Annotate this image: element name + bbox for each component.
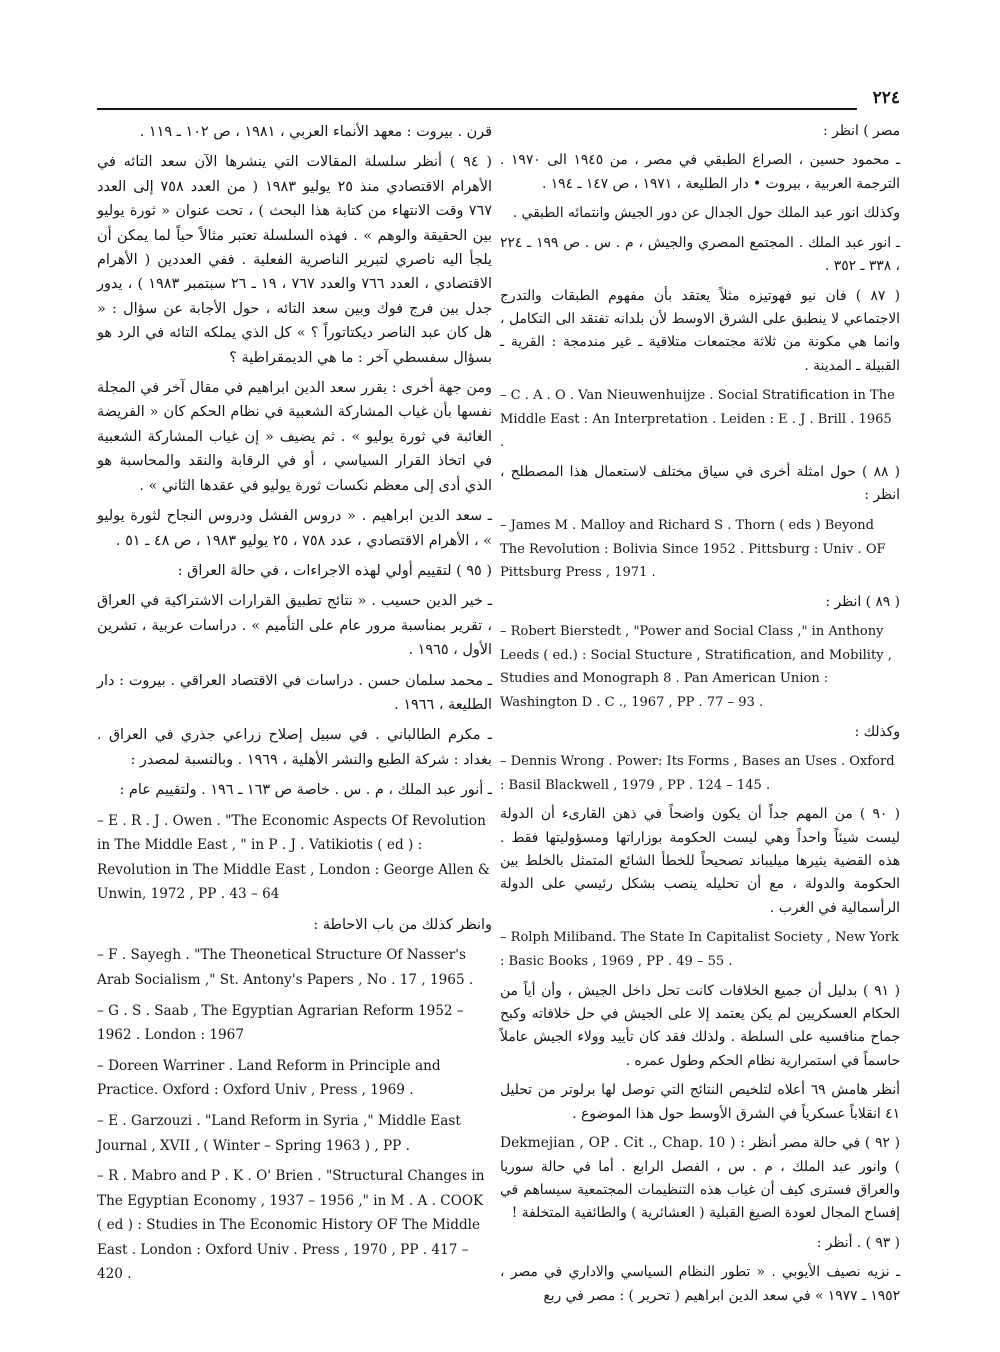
header-rule	[97, 108, 857, 110]
page-number: ٢٢٤	[872, 88, 900, 108]
footnote-paragraph: مصر ) انظر :	[823, 123, 900, 139]
footnote-paragraph: ( ٨٧ ) فان نيو فهوتيزه مثلاً يعتقد بأن مفهوم الطبقات والتدرج الاجتماعي لا ينطبق على الشرق الاوسط لأن بلدانه تفتقد الى التكامل ، وانما هي مكونة من ثلاثة مجتمعات متلاقية ـ غير مندمجة : القرية ـ القبيلة ـ المدينة .	[500, 287, 901, 374]
footnote-paragraph: وكذلك انور عبد الملك حول الجدال عن دور الجيش وانتمائه الطبقي .	[512, 205, 900, 222]
footnote-paragraph: ـ محمد سلمان حسن . دراسات في الاقتصاد العراقي . بيروت : دار الطليعة ، ١٩٦٦ .	[97, 672, 492, 713]
footnote-paragraph: ( ٩٥ ) لتقييم أولي لهذه الاجراءات ، في حالة العراق :	[177, 562, 492, 579]
footnote-paragraph: ـ نزيه نصيف الأيوبي . « تطور النظام السياسي والاداري في مصر ، ١٩٥٢ ـ ١٩٧٧ » في سعد الدين ابراهيم ( تحرير ) : مصر في ربع	[500, 1264, 900, 1304]
footnote-paragraph: ( ٨٩ ) انظر :	[825, 593, 900, 610]
reference-entry: – E . R . J . Owen . "The Economic Aspects Of Revolution in The Middle East , " in P . J . Vatikiotis ( ed ) : Revolution in The Middle East , London : George Allen & Unwin, 1972 , PP . 43 – 64	[97, 812, 490, 903]
footnote-paragraph: ( ٩٢ ) في حالة مصر أنظر : ( Dekmejian , OP . Cit ., Chap. 10 ) وانور عبد الملك ، م . س ، الفصل الرابع . أما في حالة سوريا والعراق فسترى كيف أن غياب هذه التنظيمات المجتمعية سيساهم في إفساح المجال لعودة الصيغ القبلية ( العشائرية ) والطائفية المتخلفة !	[500, 1135, 900, 1222]
footnote-paragraph: ( ٩١ ) بدليل أن جميع الخلافات كانت تحل داخل الجيش ، وأن أياً من الحكام العسكريين لم يكن يعتمد إلا على الجيش في حل خلافاته وكبح جماح منافسيه على السلطة . ولذلك فقد كان تأييد وولاء الجيش عاملاً حاسماً في استمرارية نظام الحكم وطول عمره .	[500, 982, 900, 1069]
footnote-paragraph: وانظر كذلك من باب الاحاطة :	[313, 916, 492, 933]
reference-entry: – James M . Malloy and Richard S . Thorn ( eds ) Beyond The Revolution : Bolivia Since 1952 . Pittsburg : Univ . OF Pittsburg Press , 1971 .	[500, 517, 886, 581]
footnote-paragraph: ـ مكرم الطالباني . في سبيل إصلاح زراعي جذري في العراق . بغداد : شركة الطبع والنشر الأهلية ، ١٩٦٩ . وبالنسبة لمصدر :	[97, 727, 492, 768]
footnote-paragraph: ( ٨٨ ) حول امثلة أخرى في سياق مختلف لاستعمال هذا المصطلح ، انظر :	[500, 464, 900, 504]
left-column	[97, 120, 492, 1293]
reference-entry: – G . S . Saab , The Egyptian Agrarian Reform 1952 – 1962 . London : 1967	[97, 1002, 464, 1044]
right-column	[500, 120, 900, 1314]
reference-entry: – Doreen Warriner . Land Reform in Principle and Practice. Oxford : Oxford Univ , Press , 1969 .	[97, 1057, 441, 1099]
footnote-paragraph: ( ٩٣ ) . أنظر :	[816, 1234, 900, 1251]
footnote-paragraph: أنظر هامش ٦٩ أعلاه لتلخيص النتائج التي توصل لها برلوتر من تحليل ٤١ انقلاباً عسكرياً في الشرق الأوسط حول هذا الموضوع .	[500, 1082, 900, 1122]
footnote-paragraph: ـ انور عبد الملك . المجتمع المصري والجيش ، م . س . ص ١٩٩ ـ ٢٢٤ ، ٣٣٨ ـ ٣٥٢ .	[500, 234, 901, 275]
footnote-paragraph: وكذلك :	[854, 723, 900, 740]
reference-entry: – R . Mabro and P . K . O' Brien . "Structural Changes in The Egyptian Economy , 1937 – 1956 ," in M . A . COOK ( ed ) : Studies in The Economic History OF The Middle East . London : Oxford Univ . Press , 1970 , PP . 417 – 420 .	[97, 1168, 485, 1283]
footnote-paragraph: ـ أنور عبد الملك ، م . س . خاصة ص ١٦٣ ـ ١٩٦ . ولتقييم عام :	[119, 782, 492, 799]
footnote-paragraph: ( ٩٤ ) أنظر سلسلة المقالات التي ينشرها الآن سعد التائه في الأهرام الاقتصادي منذ ٢٥ يوليو ١٩٨٣ ( من العدد ٧٥٨ إلى العدد ٧٦٧ وقت الانتهاء من كتابة هذا البحث ) ، تحت عنوان « ثورة يوليو بين الحقيقة والوهم » . فهذه السلسلة تعتبر مثالاً حياً لما يمكن أن يلجأ اليه ناصري لتبرير الناصرية الفعلية . ففي العددين ( الأهرام الاقتصادي ، العدد ٧٦٦ والعدد ٧٦٧ ، ١٩ ـ ٢٦ سبتمبر ١٩٨٣ ) ، يدور جدل بين فرج فوك وبين سعد التائه ، حول الأجابة عن سؤال : « هل كان عبد الناصر ديكتاتوراً ؟ » كل الذي يملكه التائه في الرد هو بسؤال سفسطي آخر : ما هي الديمقراطية ؟	[97, 154, 493, 366]
footnote-paragraph: ـ محمود حسين ، الصراع الطبقي في مصر ، من ١٩٤٥ الى ١٩٧٠ . الترجمة العربية ، بيروت • دار الطليعة ، ١٩٧١ ، ص ١٤٧ ـ ١٩٤ .	[500, 152, 901, 192]
reference-entry: – Rolph Miliband. The State In Capitalist Society , New York : Basic Books , 1969 , PP . 49 – 55 .	[500, 930, 899, 969]
reference-entry: – F . Sayegh . "The Theonetical Structure Of Nasser's Arab Socialism ," St. Antony's Papers , No . 17 , 1965 .	[97, 947, 474, 988]
reference-entry: – Dennis Wrong . Power: Its Forms , Bases an Uses . Oxford : Basil Blackwell , 1979 , PP . 124 – 145 .	[500, 754, 895, 793]
footnote-paragraph: ومن جهة أخرى : يقرر سعد الدين ابراهيم في مقال آخر في المجلة نفسها بأن غياب المشاركة الشعبية في نظام الحكم كان « الفريضة الغائبة في ثورة يوليو » . ثم يضيف « إن غياب المشاركة الشعبية في اتخاذ القرار السياسي ، أو في الرقابة والنقد والمحاسبة هو الذي أدى إلى معظم نكسات ثورة يوليو في عقدها الثاني » .	[97, 380, 492, 494]
footnote-paragraph: ـ خير الدين حسيب . « نتائج تطبيق القرارات الاشتراكية في العراق ، تقرير بمناسبة مرور عام على التأميم » . دراسات عربية ، تشرين الأول ، ١٩٦٥ .	[97, 593, 492, 659]
reference-entry: – Robert Bierstedt , "Power and Social Class ," in Anthony Leeds ( ed.) : Social Stucture , Stratification, and Mobility , Studies and Monograph 8 . Pan American Union : Washington D . C ., 1967 , PP . 77 – 93 .	[500, 624, 892, 710]
reference-entry: – E . Garzouzi . "Land Reform in Syria ," Middle East Journal , XVII , ( Winter – Spring 1963 ) , PP .	[97, 1112, 461, 1154]
footnote-paragraph: ـ سعد الدين ابراهيم . « دروس الفشل ودروس النجاح لثورة يوليو » ، الأهرام الاقتصادي ، عدد ٧٥٨ ، ٢٥ يوليو ١٩٨٣ ، ص ٤٨ ـ ٥١ .	[97, 508, 492, 549]
reference-entry: – C . A . O . Van Nieuwenhuijze . Social Stratification in The Middle East : An Interpretation . Leiden : E . J . Brill . 1965 .	[500, 388, 895, 451]
footnote-paragraph: ( ٩٠ ) من المهم جداً أن يكون واضحاً في ذهن القارىء أن الدولة ليست شيئاً واحداً وهي ليست الحكومة بوزاراتها ومسؤوليتها فقط . هذه القضية يثيرها ميليباند تصحيحاً للخطأ الشائع المتمثل بالخلط بين الحكومة والدولة ، مع أن تحليله ينصب بشكل رئيسي على الدولة الرأسمالية في الغرب .	[500, 806, 900, 916]
footnote-paragraph: قرن . بيروت : معهد الأنماء العربي ، ١٩٨١ ، ص ١٠٢ ـ ١١٩ .	[139, 124, 492, 140]
